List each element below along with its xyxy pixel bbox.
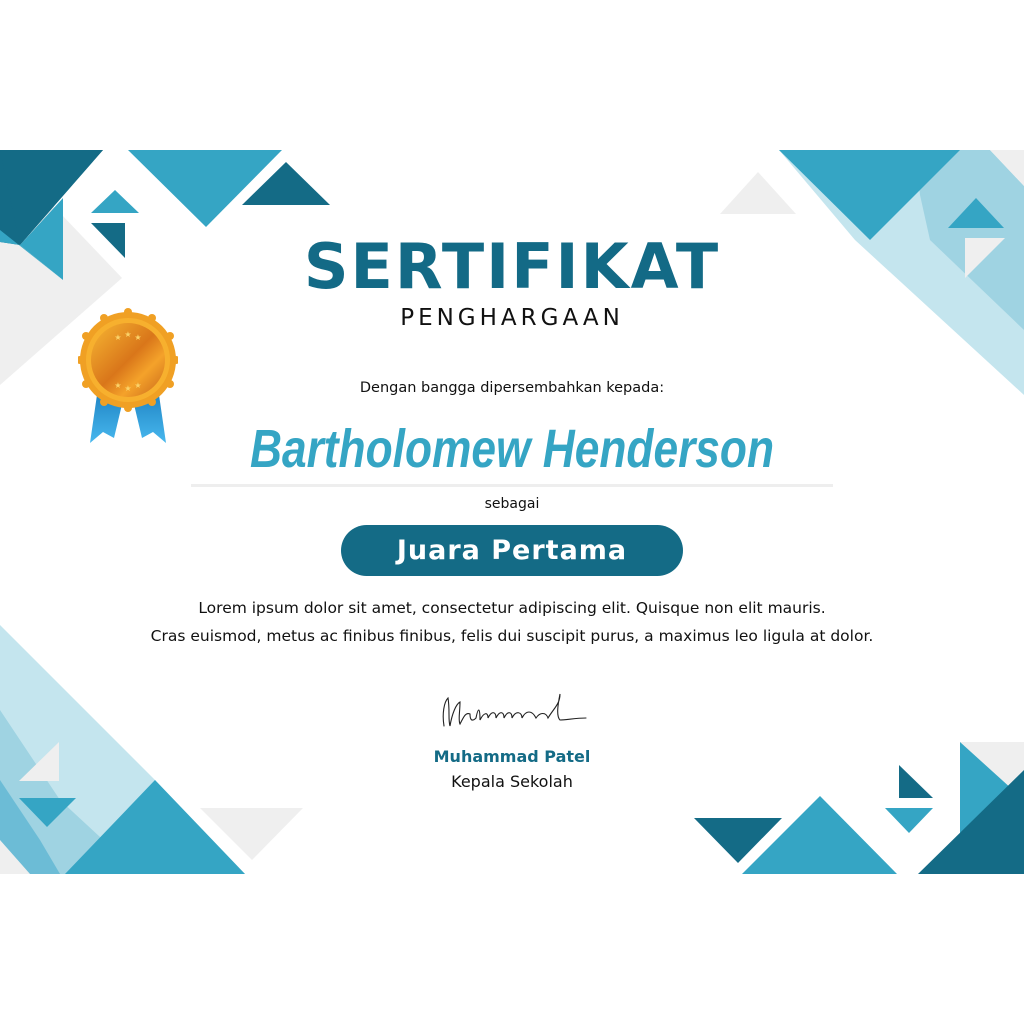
signer-role: Kepala Sekolah [451, 772, 573, 791]
svg-text:★: ★ [114, 381, 122, 390]
svg-text:★: ★ [124, 330, 132, 339]
signer-name: Muhammad Patel [433, 747, 591, 766]
description-line: Lorem ipsum dolor sit amet, consectetur adipiscing elit. Quisque non elit mauris. [198, 599, 826, 617]
certificate-title: SERTIFIKAT [303, 230, 721, 303]
award-badge [341, 525, 683, 576]
certificate-subtitle: PENGHARGAAN [400, 305, 624, 331]
description [0, 594, 1024, 650]
certificate [0, 150, 1024, 874]
description-line: Cras euismod, metus ac finibus finibus, felis dui suscipit purus, a maximus leo ligula at dolor. [150, 627, 874, 645]
name-underline [191, 484, 833, 487]
svg-text:★: ★ [114, 333, 122, 342]
presented-to-label: Dengan bangga dipersembahkan kepada: [359, 380, 665, 396]
as-label: sebagai [484, 496, 540, 512]
signature-icon [436, 690, 590, 740]
svg-text:★: ★ [134, 333, 142, 342]
recipient-name: Bartholomew Henderson [249, 419, 775, 479]
svg-text:★: ★ [124, 384, 132, 393]
svg-text:★: ★ [134, 381, 142, 390]
award-label: Juara Pertama [396, 535, 628, 566]
